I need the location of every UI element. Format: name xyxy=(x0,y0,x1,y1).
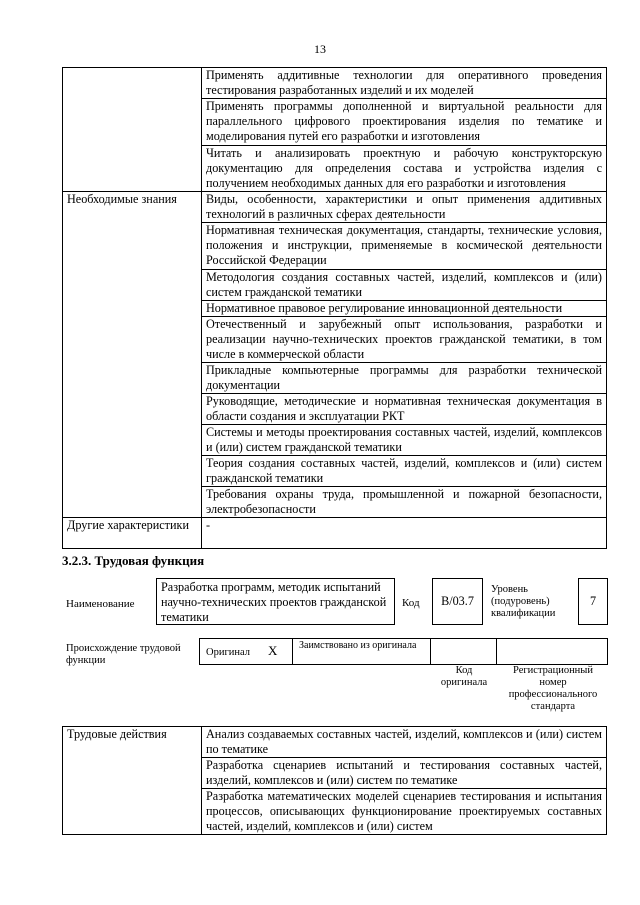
knowledge-row: Руководящие, методические и нормативная техническая документация в области создания и эксплуатации РКТ xyxy=(202,394,607,425)
knowledge-row: Виды, особенности, характеристики и опыт применения аддитивных технологий в различных сферах деятельности xyxy=(202,192,607,223)
code-value: B/03.7 xyxy=(432,578,483,625)
knowledge-row: Требования охраны труда, промышленной и пожарной безопасности, электробезопасности xyxy=(202,487,607,518)
skills-knowledge-table xyxy=(62,67,607,549)
original-mark: X xyxy=(268,643,278,658)
action-row: Разработка сценариев испытаний и тестирования составных частей, изделий, комплексов и (или) систем по тематике xyxy=(202,758,607,789)
knowledge-row: Методология создания составных частей, изделий, комплексов и (или) систем гражданской тематики xyxy=(202,270,607,301)
knowledge-row: Теория создания составных частей, изделий, комплексов и (или) систем гражданской тематики xyxy=(202,456,607,487)
registration-number-cell xyxy=(496,638,608,665)
page-number: 13 xyxy=(314,42,326,56)
other-label: Другие характеристики xyxy=(63,518,202,549)
other-value: - xyxy=(202,518,607,549)
skill-row: Применять программы дополненной и виртуальной реальности для параллельного цифрового проектирования изделия по тематике и моделирования путей его разработки и изготовления xyxy=(202,99,607,146)
skill-row: Применять аддитивные технологии для оперативного проведения тестирования разработанных изделий и их моделей xyxy=(202,68,607,99)
skills-label-cell xyxy=(63,68,202,192)
knowledge-row: Прикладные компьютерные программы для разработки технической документации xyxy=(202,363,607,394)
code-label: Код xyxy=(402,597,420,609)
origin-code-cell xyxy=(430,638,497,665)
origin-label: Происхождение трудовой функции xyxy=(66,643,181,666)
name-value: Разработка программ, методик испытаний научно-технических проектов гражданской тематики xyxy=(156,578,395,625)
knowledge-label: Необходимые знания xyxy=(63,192,202,518)
section-heading: 3.2.3. Трудовая функция xyxy=(62,553,205,568)
action-row: Анализ создаваемых составных частей, изделий, комплексов и (или) систем по тематике xyxy=(202,727,607,758)
action-row: Разработка математических моделей сценариев тестирования и испытания процессов, описывающих функционирование проектируемых составных частей, изделий, комплексов и (или) систем xyxy=(202,789,607,835)
origin-code-caption: Код оригинала xyxy=(440,665,488,688)
level-label: Уровень (подуровень) квалификации xyxy=(491,584,556,619)
registration-caption: Регистрационный номер профессионального стандарта xyxy=(508,665,598,712)
actions-label: Трудовые действия xyxy=(63,727,202,835)
original-label: Оригинал xyxy=(206,647,250,658)
knowledge-row: Системы и методы проектирования составных частей, изделий, комплексов и (или) систем гражданской тематики xyxy=(202,425,607,456)
knowledge-row: Отечественный и зарубежный опыт использования, разработки и реализации научно-технических проектов гражданской тематики, в том числе в коммерческой области xyxy=(202,317,607,363)
level-value: 7 xyxy=(578,578,608,625)
borrowed-label: Заимствовано из оригинала xyxy=(299,640,417,651)
knowledge-row: Нормативная техническая документация, стандарты, технические условия, положения и инструкции, применяемые в космической деятельности Российской Федерации xyxy=(202,223,607,270)
name-label: Наименование xyxy=(66,598,135,610)
knowledge-row: Нормативное правовое регулирование инновационной деятельности xyxy=(202,301,607,317)
skill-row: Читать и анализировать проектную и рабочую конструкторскую документацию для определения состава и устройства изделия с получением необходимых данных для его разработки и изготовления xyxy=(202,146,607,192)
labor-actions-table xyxy=(62,726,607,835)
